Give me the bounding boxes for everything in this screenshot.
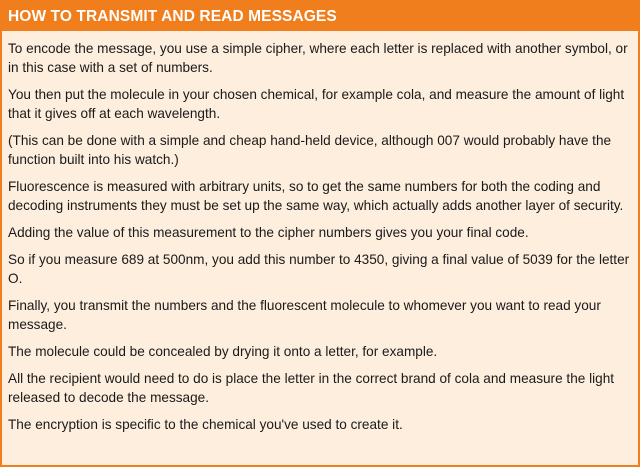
panel-title: HOW TO TRANSMIT AND READ MESSAGES — [2, 2, 638, 31]
paragraph-adding: Adding the value of this measurement to the cipher numbers gives you your final code. — [8, 225, 529, 240]
paragraph-encryption: The encryption is specific to the chemical you've used to create it. — [8, 417, 403, 432]
paragraph-transmit: Finally, you transmit the numbers and the fluorescent molecule to whomever you want to read your message. — [8, 298, 601, 332]
panel-body — [2, 31, 638, 434]
paragraph-recipient: All the recipient would need to do is place the letter in the correct brand of cola and measure the light released to decode the message. — [8, 371, 615, 405]
paragraph-encode: To encode the message, you use a simple cipher, where each letter is replaced with another symbol, or in this case with a set of numbers. — [8, 41, 628, 75]
paragraph-measure: You then put the molecule in your chosen chemical, for example cola, and measure the amount of light that it gives off at each wavelength. — [8, 87, 625, 121]
paragraph-conceal: The molecule could be concealed by drying it onto a letter, for example. — [8, 344, 438, 359]
paragraph-device: (This can be done with a simple and cheap hand-held device, although 007 would probably have the function built into his watch.) — [8, 133, 612, 167]
paragraph-example: So if you measure 689 at 500nm, you add this number to 4350, giving a final value of 5039 for the letter O. — [8, 252, 630, 286]
paragraph-fluorescence: Fluorescence is measured with arbitrary units, so to get the same numbers for both the coding and decoding instruments they must be set up the same way, which actually adds another layer of security. — [8, 179, 624, 213]
